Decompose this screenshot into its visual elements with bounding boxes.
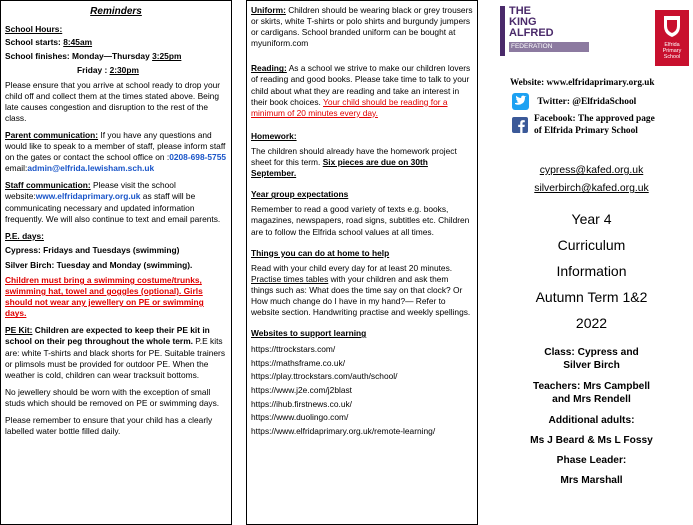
logo-line: ALFRED — [509, 27, 554, 39]
crest-line: School — [663, 54, 681, 61]
information-title: Information — [556, 263, 627, 279]
phase-leader: Mrs Marshall — [560, 475, 623, 486]
twitter-icon — [512, 93, 529, 110]
reading-requirement: Your child should be reading for a minimum of 20 minutes every day. — [251, 96, 448, 118]
term-title: Autumn Term 1&2 — [535, 289, 648, 305]
year-group: Year 4 — [571, 211, 612, 227]
website-link[interactable]: https://www.duolingo.com/ — [251, 412, 349, 423]
phone-number[interactable]: 0208-698-5755 — [169, 152, 227, 163]
home-help-text2: with your children and ask them things such as: What does the time say on that clock? Or How much change do I have in my hand?— Refer to website section. Handwriting practise and weekly spellings. — [251, 273, 471, 318]
starts-time: 8:45am — [63, 37, 93, 48]
parent-comm-heading: Parent communication: — [5, 129, 99, 140]
school-hours-heading: School Hours: — [5, 24, 63, 35]
swimming-note: Children must bring a swimming costume/trunks, swimming hat, towel and goggles (optional). Girls should not wear any jewellery on PE or swimming days. — [5, 274, 204, 319]
facebook-icon — [512, 117, 528, 133]
friday-label: Friday : — [77, 65, 108, 76]
crest-line: Primary — [662, 48, 682, 55]
class-line-2: Silver Birch — [563, 360, 620, 372]
additional-adults-label: Additional adults: — [548, 415, 635, 426]
email-label: email: — [5, 163, 28, 174]
uniform-heading: Uniform: — [251, 5, 286, 15]
website-link[interactable]: https://mathsframe.co.uk/ — [251, 357, 346, 368]
homework-heading: Homework: — [251, 130, 297, 141]
cypress-pe: Cypress: Fridays and Tuesdays (swimming) — [5, 244, 180, 255]
pe-kit-text: P.E kits are: white T-shirts and black shorts for PE. Suitable trainers or plimsols must be provided for outdoor PE. When the weather is cold, children can wear tracksuit bottoms. — [5, 336, 226, 380]
punctuality-note: Please ensure that you arrive at school ready to drop your child off and collect them at the times stated above. Being late causes congestion and disruption to the rest of the class. — [5, 79, 221, 123]
silverbirch-email-link[interactable]: silverbirch@kafed.org.uk — [534, 183, 649, 194]
homework-text: The children should already have the homework project sheet for this term. — [251, 145, 457, 168]
websites-heading: Websites to support learning — [251, 328, 367, 339]
phase-leader-label: Phase Leader: — [556, 455, 627, 466]
parent-comm-text: If you have any questions and would like to speak to a member of staff, please inform staff on the gates or contact the school office on : — [5, 129, 226, 163]
additional-adults: Ms J Beard & Ms L Fossy — [530, 435, 653, 446]
teachers-line-1: Teachers: Mrs Campbell — [532, 381, 650, 392]
office-email-link[interactable]: admin@elfrida.lewisham.sch.uk — [27, 163, 155, 174]
logo-line: KING — [509, 16, 537, 28]
twitter-row[interactable] — [512, 93, 636, 110]
reading-text: As a school we strive to make our children lovers of reading and good books. Please take time to talk to your child about what they are reading and take an interest in their book choices. — [251, 63, 471, 107]
home-help-text1: Read with your child every day for at least 20 minutes. — [251, 262, 453, 273]
finishes-days: Monday—Thursday — [72, 51, 150, 62]
finishes-time: 3:25pm — [152, 51, 182, 62]
expectations-heading: Year group expectations — [251, 189, 349, 200]
twitter-handle: Twitter: @ElfridaSchool — [537, 96, 637, 107]
pe-kit-heading: PE Kit: — [5, 325, 33, 336]
staff-comm-heading: Staff communication: — [5, 180, 91, 191]
website-link[interactable]: https://play.ttrockstars.com/auth/school/ — [251, 371, 398, 382]
reminders-panel — [0, 0, 232, 525]
king-alfred-federation-logo — [500, 6, 586, 56]
reading-heading: Reading: — [251, 63, 287, 74]
pe-days-heading: P.E. days: — [5, 230, 44, 241]
reminders-title: Reminders — [90, 6, 142, 17]
facebook-text-2: of Elfrida Primary School — [534, 125, 638, 136]
staff-comm-text1: Please visit the school website: — [5, 180, 176, 202]
teachers — [490, 380, 693, 407]
times-tables-text: Practise times tables — [251, 273, 329, 284]
crest-line: Elfrida — [664, 42, 680, 48]
cover-panel — [490, 0, 693, 525]
uniform-text: Children should be wearing black or grey trousers or skirts, white T-shirts or polo shirts and burgundy jumpers or cardigans. School branded uniform can be bought at myuniform.com — [251, 5, 473, 49]
cypress-email-link[interactable]: cypress@kafed.org.uk — [539, 165, 644, 176]
school-year: 2022 — [575, 315, 608, 331]
curriculum-title: Curriculum — [557, 237, 626, 253]
finishes-label: School finishes: — [5, 51, 70, 62]
starts-label: School starts: — [5, 37, 61, 48]
website-link[interactable]: https://ttrockstars.com/ — [251, 344, 336, 355]
class-line-1: Class: Cypress and — [544, 347, 639, 358]
info-panel — [246, 0, 478, 525]
facebook-text-1: Facebook: The approved page — [534, 114, 655, 124]
pe-kit-bold: Children are expected to keep their PE kit in school on their peg throughout the whole term. — [5, 325, 210, 347]
expectations-text: Remember to read a good variety of texts e.g. books, magazines, newspapers, road signs, subtitles etc. Children are to follow the Elfrida school values at all times. — [251, 204, 470, 237]
staff-comm-text2: as staff will be communicating necessary and updated information frequently. We will also continue to text and email parents. — [5, 191, 221, 224]
website-link[interactable]: https://www.elfridaprimary.org.uk/remote-learning/ — [251, 425, 436, 436]
silver-birch-pe: Silver Birch: Tuesday and Monday (swimming). — [5, 259, 193, 270]
home-help-heading: Things you can do at home to help — [251, 247, 390, 258]
class-names — [490, 346, 693, 373]
homework-due: Six pieces are due on 30th September. — [251, 157, 428, 179]
teachers-line-2: and Mrs Rendell — [552, 394, 631, 406]
website-link[interactable]: https://www.j2e.com/j2blast — [251, 385, 353, 396]
website-text[interactable]: Website: www.elfridaprimary.org.uk — [510, 77, 655, 87]
crest-icon — [655, 12, 689, 40]
elfrida-school-crest — [655, 10, 689, 66]
websites-list — [251, 343, 473, 438]
jewellery-note: No jewellery should be worn with the exception of small studs which should be removed on PE or swimming days. — [5, 386, 220, 408]
website-link[interactable]: https://ihub.firstnews.co.uk/ — [251, 398, 353, 409]
school-website-link[interactable]: www.elfridaprimary.org.uk — [35, 191, 141, 202]
facebook-row[interactable] — [512, 114, 655, 138]
logo-line: FEDERATION — [509, 42, 589, 52]
logo-line: THE — [509, 5, 531, 17]
friday-time: 2:30pm — [109, 65, 139, 76]
water-note: Please remember to ensure that your child has a clearly labelled water bottle filled daily. — [5, 415, 213, 437]
